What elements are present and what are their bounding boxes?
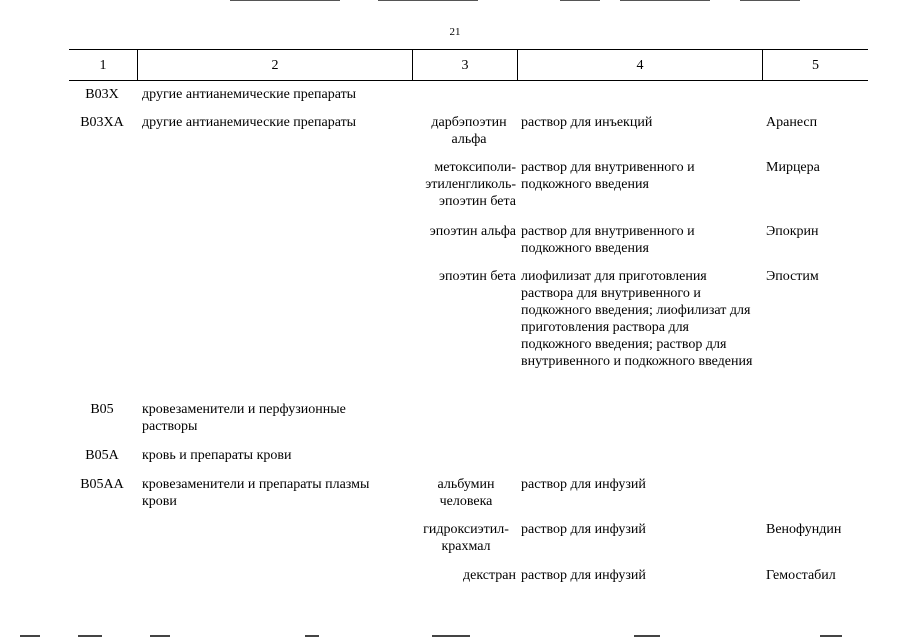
inn-name: эпоэтин бета <box>439 269 516 284</box>
table-header <box>69 49 868 81</box>
group-name: кровезаменители и перфузионные растворы <box>142 402 346 434</box>
inn-name: альбумин человека <box>437 477 495 509</box>
trade-name: Эпокрин <box>766 224 819 239</box>
atc-code: B05 <box>90 402 114 417</box>
header-col-5: 5 <box>812 58 819 73</box>
group-name: кровезаменители и препараты плазмы крови <box>142 477 370 509</box>
trade-name: Эпостим <box>766 269 819 284</box>
group-name: кровь и препараты крови <box>142 448 292 463</box>
header-col-4: 4 <box>636 58 644 73</box>
atc-code: B03X <box>85 87 119 102</box>
dosage-form: раствор для инъекций <box>521 115 653 130</box>
atc-code: B05AA <box>80 477 124 492</box>
inn-name: декстран <box>463 568 516 583</box>
dosage-form: раствор для инфузий <box>521 477 646 492</box>
dosage-form: раствор для внутривенного и подкожного введения <box>521 224 695 256</box>
inn-name: эпоэтин альфа <box>429 224 516 239</box>
header-col-2: 2 <box>271 58 279 73</box>
inn-name: гидроксиэтил- крахмал <box>423 522 509 554</box>
atc-code: B03XA <box>80 115 124 130</box>
atc-code: B05A <box>85 448 119 463</box>
scan-top-edge <box>0 0 905 2</box>
trade-name: Гемостабил <box>766 568 836 583</box>
group-name: другие антианемические препараты <box>142 87 357 102</box>
inn-name: метоксиполи- этиленгликоль- эпоэтин бета <box>425 160 516 209</box>
dosage-form: лиофилизат для приготовления раствора для внутривенного и подкожного введения; лиофилизат для приготовления раствора для подкожного введения; раствор для внутривенного и подкожного введения <box>521 269 753 369</box>
dosage-form: раствор для инфузий <box>521 568 646 583</box>
trade-name: Венофундин <box>766 522 842 537</box>
trade-name: Аранесп <box>766 115 818 130</box>
dosage-form: раствор для инфузий <box>521 522 646 537</box>
page-number: 21 <box>449 26 461 38</box>
dosage-form: раствор для внутривенного и подкожного введения <box>521 160 695 192</box>
header-col-1: 1 <box>99 58 107 73</box>
inn-name: дарбэпоэтин альфа <box>431 115 507 147</box>
group-name: другие антианемические препараты <box>142 115 357 130</box>
trade-name: Мирцера <box>766 160 820 175</box>
header-col-3: 3 <box>461 58 469 73</box>
